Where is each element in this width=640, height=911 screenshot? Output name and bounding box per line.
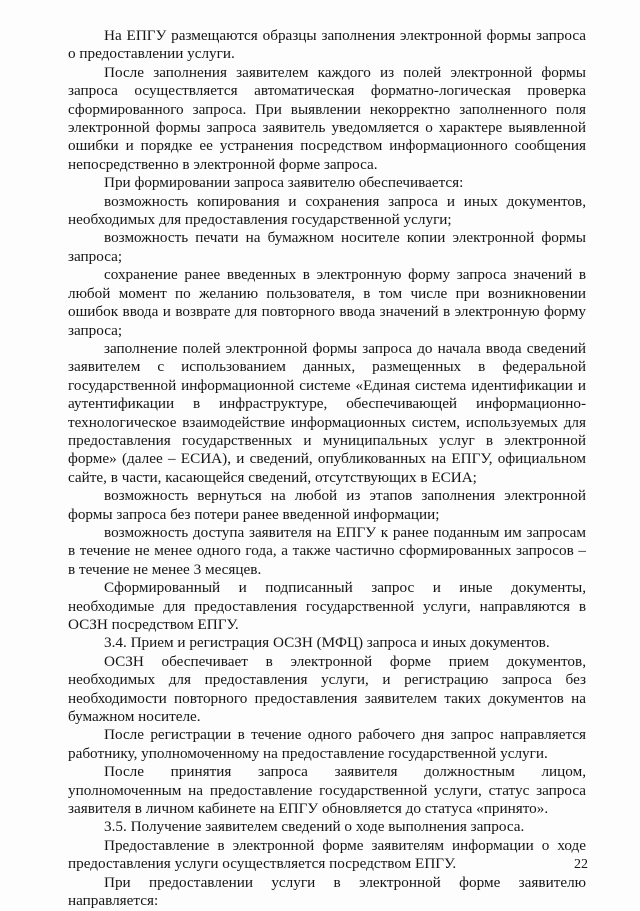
paragraph-oszn-provides: ОСЗН обеспечивает в электронной форме прием документов, необходимых для предоставления услуги, и регистрацию запроса без необходимости повторного предоставления заявителем таких документов на бумажном носителе. <box>68 652 586 726</box>
paragraph-request-forming: При формировании запроса заявителю обеспечивается: <box>104 174 464 192</box>
list-item-print: возможность печати на бумажном носителе копии электронной формы запроса; <box>68 229 586 265</box>
list-item-copy-save: возможность копирования и сохранения запроса и иных документов, необходимых для предоставления государственной услуги; <box>68 192 586 229</box>
list-item-esia-fill: заполнение полей электронной формы запроса до начала ввода сведений заявителем с использованием данных, размещенных в федеральной государственной информационной системе «Единая система идентификации и аутентификации в инфраструктуре, обеспечивающей информационно-технологическое взаимодействие информационных систем, используемых для предоставления государственных и муниципальных услуг в электронной форме» (далее – ЕСИА), и сведений, опубликованных на ЕПГУ, официальном сайте, в части, касающейся сведений, отсутствующих в ЕСИА; <box>68 339 586 486</box>
section-heading-3-5: 3.5. Получение заявителем сведений о ходе выполнения запроса. <box>104 818 525 836</box>
paragraph-signed-request: Сформированный и подписанный запрос и иные документы, необходимые для предоставления государственной услуги, направляются в ОСЗН посредством ЕПГУ. <box>68 579 586 633</box>
document-body <box>68 27 586 911</box>
list-item-access-requests: возможность доступа заявителя на ЕПГУ к ранее поданным им запросам в течение не менее одного года, а также частично сформированных запросов – в течение не менее 3 месяцев. <box>68 523 586 578</box>
paragraph-epgu-samples: На ЕПГУ размещаются образцы заполнения электронной формы запроса о предоставлении услуги. <box>68 27 586 63</box>
paragraph-status-accepted: После принятия запроса заявителя должностным лицом, уполномоченным на предоставление государственной услуги, статус запроса заявителя в личном кабинете на ЕПГУ обновляется до статуса «принято». <box>68 763 586 818</box>
page-number: 22 <box>574 857 588 872</box>
paragraph-after-registration: После регистрации в течение одного рабочего дня запрос направляется работнику, уполномоченному на предоставление государственной услуги. <box>68 726 586 762</box>
paragraph-format-check: После заполнения заявителем каждого из полей электронной формы запроса осуществляется автоматическая форматно-логическая проверка сформированного запроса. При выявлении некорректно заполненного поля электронной формы запроса заявитель уведомляется о характере выявленной ошибки и порядке ее устранения посредством информационного сообщения непосредственно в электронной форме запроса. <box>68 63 586 173</box>
list-item-return-step: возможность вернуться на любой из этапов заполнения электронной формы запроса без потери ранее введенной информации; <box>68 487 586 523</box>
paragraph-sent-to-applicant: При предоставлении услуги в электронной форме заявителю направляется: <box>68 873 586 910</box>
section-heading-3-4: 3.4. Прием и регистрация ОСЗН (МФЦ) запроса и иных документов. <box>104 634 550 652</box>
paragraph-progress-info: Предоставление в электронной форме заявителям информации о ходе предоставления услуги осуществляется посредством ЕПГУ. <box>68 836 586 873</box>
list-item-save-values: сохранение ранее введенных в электронную форму запроса значений в любой момент по желанию пользователя, в том числе при возникновении ошибок ввода и возврате для повторного ввода значений в электронную форму запроса; <box>68 266 586 339</box>
